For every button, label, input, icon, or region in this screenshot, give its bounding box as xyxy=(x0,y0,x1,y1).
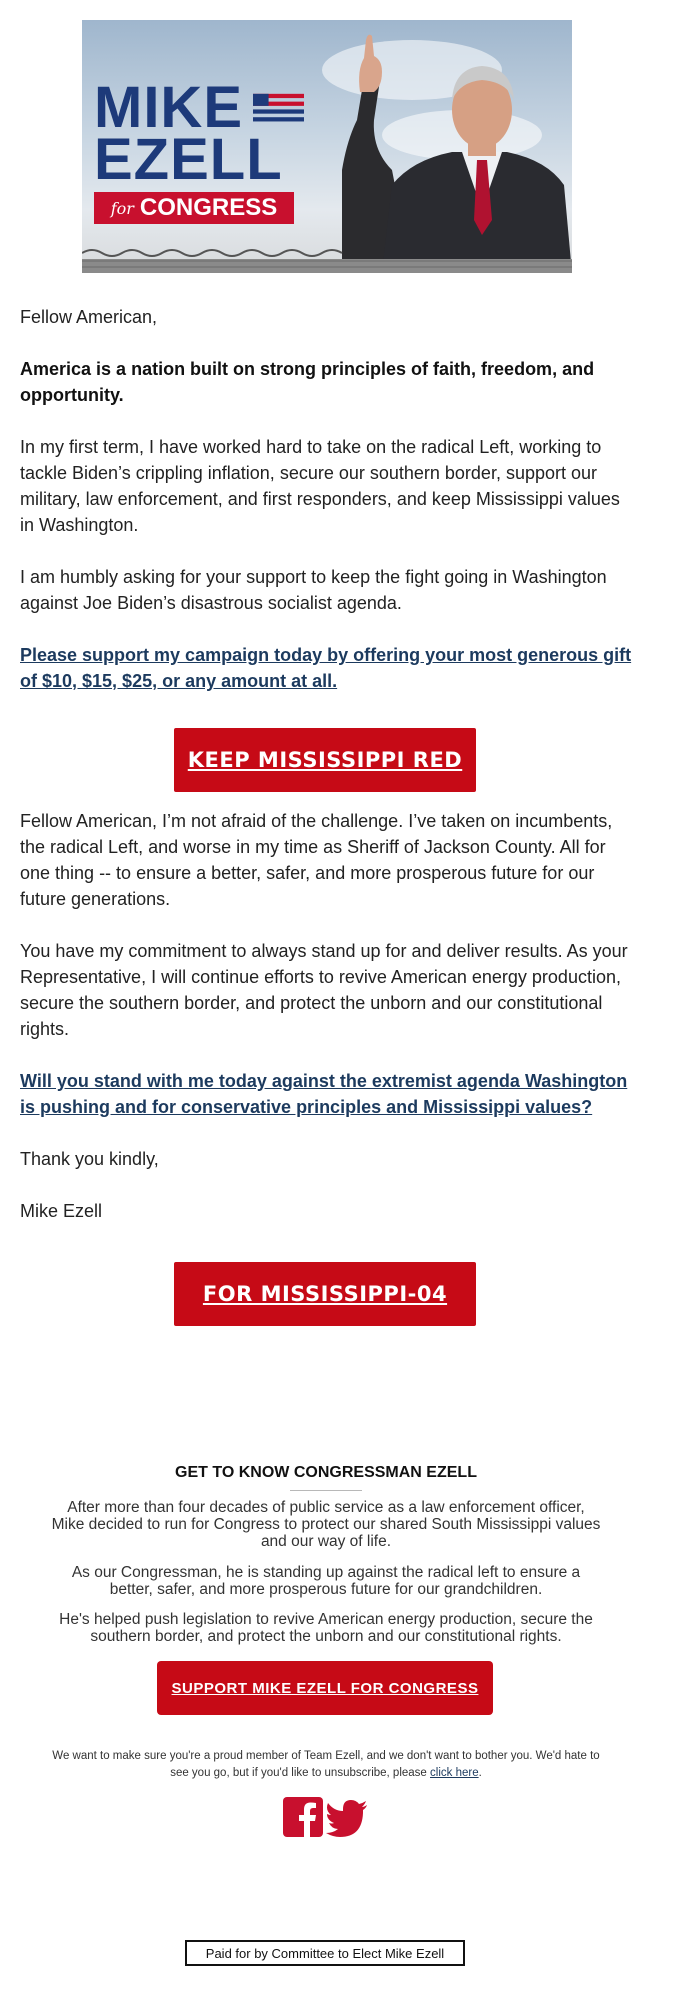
candidate-photo xyxy=(302,20,572,273)
facebook-icon[interactable] xyxy=(283,1797,323,1837)
logo-last-name: EZELL xyxy=(94,127,283,192)
paid-for-disclaimer: Paid for by Committee to Elect Mike Ezell xyxy=(185,1940,465,1966)
campaign-logo xyxy=(94,75,304,224)
unsubscribe-link[interactable]: click here xyxy=(430,1767,479,1779)
unsubscribe-text: We want to make sure you're a proud member of Team Ezell, and we don't want to bother you. We'd hate to see you go, but if you'd like to unsubscribe, please xyxy=(52,1750,600,1779)
donate-link-amounts[interactable]: Please support my campaign today by offering your most generous gift of $10, $15, $25, or any amount at all. xyxy=(20,645,632,691)
intro-statement: America is a nation built on strong principles of faith, freedom, and opportunity. xyxy=(20,359,595,405)
footer-title: GET TO KNOW CONGRESSMAN EZELL xyxy=(175,1464,477,1481)
logo-first-name: MIKE xyxy=(94,75,243,140)
paragraph-support: I am humbly asking for your support to keep the fight going in Washington against Joe Biden’s disastrous socialist agenda. xyxy=(20,567,607,613)
greeting: Fellow American, xyxy=(20,307,158,327)
flag-icon xyxy=(253,88,304,128)
footer-legislation-paragraph: He's helped push legislation to revive American energy production, secure the southern border, and protect the unborn and our constitutional rights. xyxy=(59,1611,593,1645)
for-mississippi-04-button[interactable]: FOR MISSISSIPPI-04 xyxy=(174,1262,476,1326)
twitter-icon[interactable] xyxy=(326,1797,368,1837)
header-banner xyxy=(82,20,572,273)
paragraph-first-term: In my first term, I have worked hard to take on the radical Left, working to tackle Biden’s crippling inflation, secure our southern border, support our military, law enforcement, and first responders, and keep Mississippi values in Washington. xyxy=(20,437,620,535)
support-mike-ezell-button[interactable]: SUPPORT MIKE EZELL FOR CONGRESS xyxy=(157,1661,493,1715)
fence-graphic xyxy=(82,245,572,273)
donate-link-stand-with-me[interactable]: Will you stand with me today against the extremist agenda Washington is pushing and for conservative principles and Mississippi values? xyxy=(20,1071,628,1117)
unsubscribe-end: . xyxy=(478,1767,482,1779)
signature: Mike Ezell xyxy=(20,1201,103,1221)
logo-congress-bar xyxy=(94,192,294,224)
footer-bio-paragraph: After more than four decades of public service as a law enforcement officer, Mike decided to run for Congress to protect our shared South Mississippi values and our way of life. xyxy=(51,1499,601,1550)
footer-divider xyxy=(290,1490,362,1491)
paragraph-commitment: You have my commitment to always stand up for and deliver results. As your Representative, I will continue efforts to revive American energy production, secure the southern border, and protect the unborn and our constitutional rights. xyxy=(20,941,628,1039)
logo-congress: CONGRESS xyxy=(139,194,278,221)
footer-congressman-paragraph: As our Congressman, he is standing up against the radical left to ensure a better, safer, and more prosperous future for our grandchildren. xyxy=(71,1564,581,1598)
paragraph-challenge: Fellow American, I’m not afraid of the challenge. I’ve taken on incumbents, the radical Left, and worse in my time as Sheriff of Jackson County. All for one thing -- to ensure a better, safer, and more prosperous future for our future generations. xyxy=(20,811,613,909)
unsubscribe-note xyxy=(50,1748,602,1782)
keep-mississippi-red-button[interactable]: KEEP MISSISSIPPI RED xyxy=(174,728,476,792)
closing: Thank you kindly, xyxy=(20,1149,159,1169)
logo-for: for xyxy=(110,198,134,218)
